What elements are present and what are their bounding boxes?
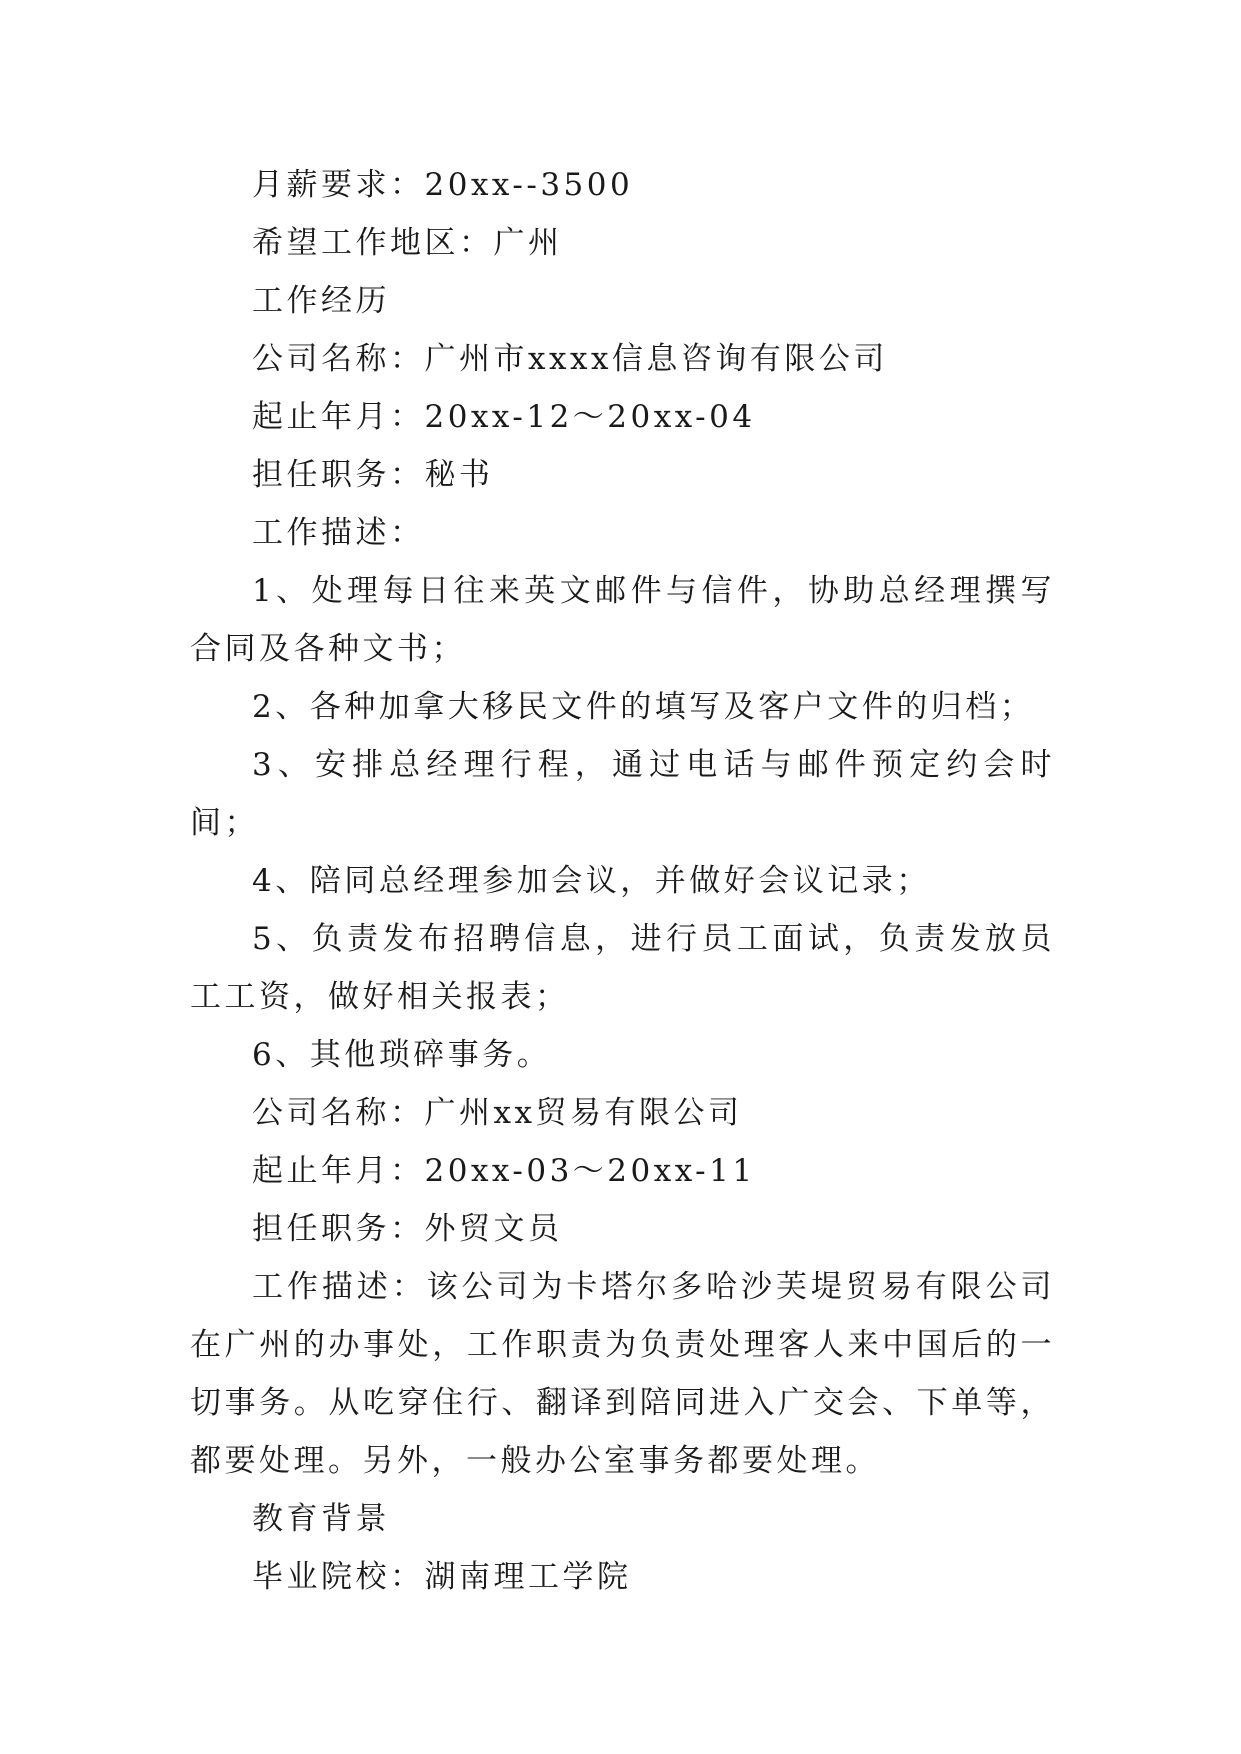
job-description-label-1: 工作描述： [252,515,425,551]
duty-item-4: 4、陪同总经理参加会议，并做好会议记录； [252,863,931,899]
company-name-2: 公司名称：广州xx贸易有限公司 [252,1095,743,1131]
company-name-1: 公司名称：广州市xxxx信息咨询有限公司 [252,341,888,377]
section-heading-work-experience: 工作经历 [252,283,390,319]
duty-item-1: 1、处理每日往来英文邮件与信件，协助总经理撰写合同及各种文书； [190,573,1055,667]
duty-item-3: 3、安排总经理行程，通过电话与邮件预定约会时间； [190,747,1055,841]
duty-item-5: 5、负责发布招聘信息，进行员工面试，负责发放员工工资，做好相关报表； [190,921,1055,1015]
job-description-2: 工作描述：该公司为卡塔尔多哈沙芙堤贸易有限公司在广州的办事处，工作职责为负责处理客人来中国后的一切事务。从吃穿住行、翻译到陪同进入广交会、下单等，都要处理。另外，一般办公室事务都要处理。 [190,1269,1055,1479]
duty-item-6: 6、其他琐碎事务。 [252,1037,552,1073]
salary-requirement: 月薪要求：20xx--3500 [252,167,634,203]
desired-location: 希望工作地区：广州 [252,225,563,261]
job-title-2: 担任职务：外贸文员 [252,1211,563,1247]
graduated-school: 毕业院校：湖南理工学院 [252,1559,632,1595]
employment-period-1: 起止年月：20xx-12～20xx-04 [252,399,756,435]
employment-period-2: 起止年月：20xx-03～20xx-11 [252,1153,756,1189]
duty-item-2: 2、各种加拿大移民文件的填写及客户文件的归档； [252,689,1035,725]
section-heading-education: 教育背景 [252,1501,390,1537]
document-body [190,156,1055,1606]
job-title-1: 担任职务：秘书 [252,457,494,493]
